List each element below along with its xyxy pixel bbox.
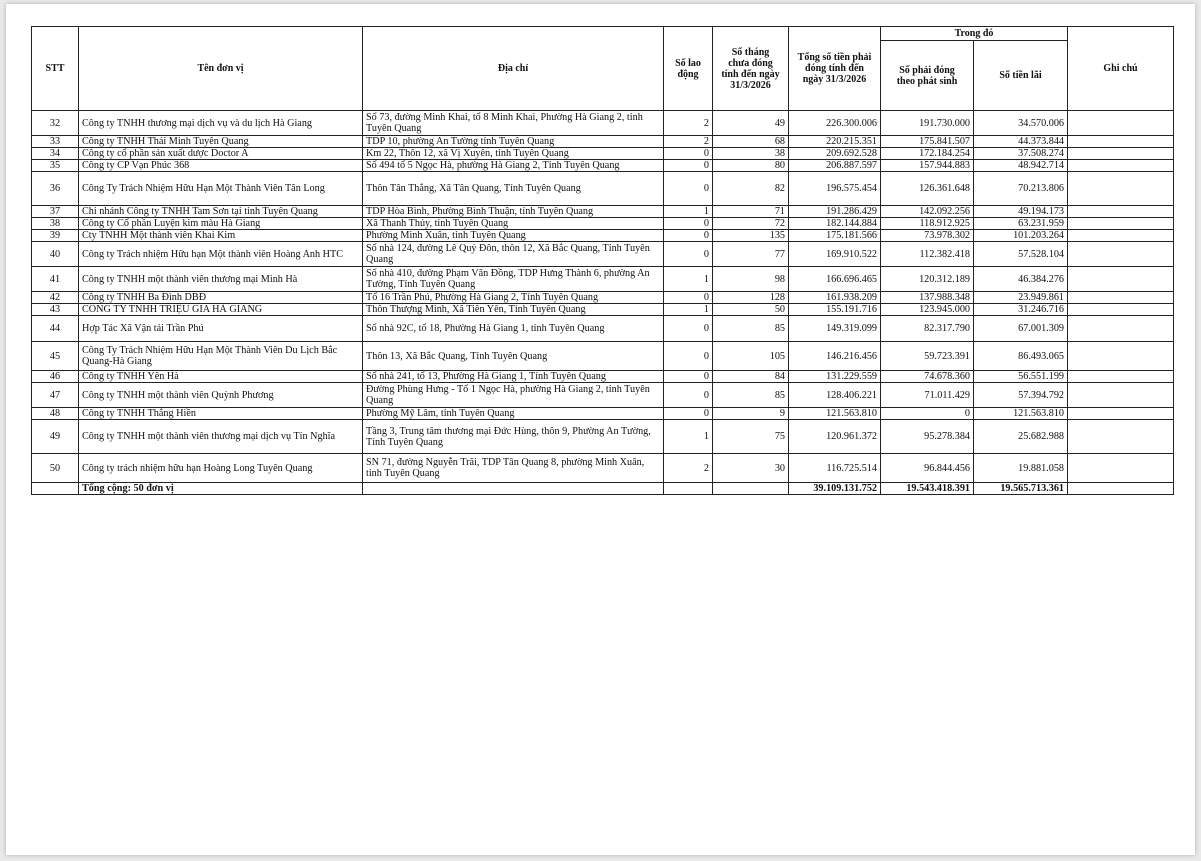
cell-address: Đường Phùng Hưng - Tổ 1 Ngọc Hà, phường Hà Giang 2, tỉnh Tuyên Quang [363, 383, 664, 408]
cell-name: Chi nhánh Công ty TNHH Tam Sơn tại tỉnh Tuyên Quang [79, 206, 363, 218]
cell-principal: 112.382.418 [881, 242, 974, 267]
grand-principal: 19.543.418.391 [881, 483, 974, 495]
cell-stt: 34 [32, 148, 79, 160]
total-row-blank [32, 483, 79, 495]
cell-note [1068, 160, 1174, 172]
cell-months: 82 [713, 172, 789, 206]
cell-interest: 31.246.716 [974, 304, 1068, 316]
cell-total: 116.725.514 [789, 454, 881, 483]
cell-months: 84 [713, 371, 789, 383]
cell-note [1068, 371, 1174, 383]
cell-stt: 45 [32, 342, 79, 371]
cell-note [1068, 383, 1174, 408]
cell-workers: 1 [664, 304, 713, 316]
cell-workers: 2 [664, 111, 713, 136]
cell-total: 149.319.099 [789, 316, 881, 342]
debt-table [31, 26, 1174, 495]
table-row [32, 206, 1174, 218]
cell-interest: 25.682.988 [974, 420, 1068, 454]
cell-interest: 63.231.959 [974, 218, 1068, 230]
cell-principal: 137.988.348 [881, 292, 974, 304]
cell-interest: 34.570.006 [974, 111, 1068, 136]
table-row [32, 454, 1174, 483]
cell-total: 220.215.351 [789, 136, 881, 148]
cell-workers: 0 [664, 172, 713, 206]
cell-principal: 175.841.507 [881, 136, 974, 148]
cell-total: 128.406.221 [789, 383, 881, 408]
cell-months: 128 [713, 292, 789, 304]
cell-address: Phường Minh Xuân, tỉnh Tuyên Quang [363, 230, 664, 242]
cell-interest: 19.881.058 [974, 454, 1068, 483]
cell-total: 175.181.566 [789, 230, 881, 242]
table-row [32, 172, 1174, 206]
cell-note [1068, 420, 1174, 454]
cell-name: Cty TNHH Một thành viên Khai Kim [79, 230, 363, 242]
cell-total: 120.961.372 [789, 420, 881, 454]
header-name: Tên đơn vị [79, 27, 363, 111]
cell-months: 9 [713, 408, 789, 420]
cell-total: 166.696.465 [789, 267, 881, 292]
header-workers: Số lao động [664, 27, 713, 111]
cell-interest: 49.194.173 [974, 206, 1068, 218]
cell-name: Công ty TNHH Yên Hà [79, 371, 363, 383]
cell-address: Số nhà 410, đường Phạm Văn Đồng, TDP Hưng Thành 6, phường An Tường, Tỉnh Tuyên Quang [363, 267, 664, 292]
cell-name: Công ty TNHH Thái Minh Tuyên Quang [79, 136, 363, 148]
cell-name: Công ty TNHH một thành viên thương mại Minh Hà [79, 267, 363, 292]
cell-workers: 1 [664, 267, 713, 292]
cell-interest: 44.373.844 [974, 136, 1068, 148]
document-page [6, 4, 1195, 855]
cell-workers: 0 [664, 242, 713, 267]
cell-name: Công ty Cổ phần Luyện kim màu Hà Giang [79, 218, 363, 230]
cell-address: Km 22, Thôn 12, xã Vị Xuyên, tỉnh Tuyên Quang [363, 148, 664, 160]
header-principal: Số phải đóng theo phát sinh [881, 41, 974, 111]
cell-total: 146.216.456 [789, 342, 881, 371]
cell-workers: 0 [664, 342, 713, 371]
cell-stt: 35 [32, 160, 79, 172]
cell-workers: 0 [664, 383, 713, 408]
cell-months: 49 [713, 111, 789, 136]
cell-total: 121.563.810 [789, 408, 881, 420]
table-row [32, 148, 1174, 160]
cell-address: SN 71, đường Nguyễn Trãi, TDP Tân Quang 8, phường Minh Xuân, tỉnh Tuyên Quang [363, 454, 664, 483]
cell-interest: 48.942.714 [974, 160, 1068, 172]
cell-principal: 74.678.360 [881, 371, 974, 383]
cell-interest: 56.551.199 [974, 371, 1068, 383]
cell-interest: 70.213.806 [974, 172, 1068, 206]
cell-name: Công ty TNHH Thắng Hiền [79, 408, 363, 420]
cell-interest: 67.001.309 [974, 316, 1068, 342]
cell-workers: 0 [664, 371, 713, 383]
cell-note [1068, 292, 1174, 304]
cell-note [1068, 267, 1174, 292]
header-stt: STT [32, 27, 79, 111]
cell-principal: 82.317.790 [881, 316, 974, 342]
header-months: Số tháng chưa đóng tính đến ngày 31/3/2026 [713, 27, 789, 111]
cell-months: 68 [713, 136, 789, 148]
table-row [32, 304, 1174, 316]
cell-total: 206.887.597 [789, 160, 881, 172]
cell-interest: 23.949.861 [974, 292, 1068, 304]
cell-name: Công ty Trách nhiệm Hữu hạn Một thành viên Hoàng Anh HTC [79, 242, 363, 267]
table-row [32, 371, 1174, 383]
cell-total: 191.286.429 [789, 206, 881, 218]
cell-address: Số nhà 124, đường Lê Quý Đôn, thôn 12, Xã Bắc Quang, Tỉnh Tuyên Quang [363, 242, 664, 267]
cell-address: Phường Mỹ Lâm, tỉnh Tuyên Quang [363, 408, 664, 420]
table-row [32, 292, 1174, 304]
cell-address: Số nhà 92C, tổ 18, Phường Hà Giang 1, tỉnh Tuyên Quang [363, 316, 664, 342]
header-interest: Số tiền lãi [974, 41, 1068, 111]
cell-months: 77 [713, 242, 789, 267]
cell-total: 196.575.454 [789, 172, 881, 206]
cell-address: Tầng 3, Trung tâm thương mại Đức Hùng, thôn 9, Phường An Tường, Tỉnh Tuyên Quang [363, 420, 664, 454]
cell-stt: 41 [32, 267, 79, 292]
cell-interest: 57.528.104 [974, 242, 1068, 267]
cell-principal: 73.978.302 [881, 230, 974, 242]
cell-name: Công Ty Trách Nhiệm Hữu Hạn Một Thành Viên Tân Long [79, 172, 363, 206]
header-group: Trong đó [881, 27, 1068, 41]
table-row [32, 383, 1174, 408]
cell-interest: 37.508.274 [974, 148, 1068, 160]
cell-months: 50 [713, 304, 789, 316]
cell-principal: 157.944.883 [881, 160, 974, 172]
cell-workers: 2 [664, 454, 713, 483]
cell-stt: 42 [32, 292, 79, 304]
cell-months: 85 [713, 316, 789, 342]
cell-stt: 32 [32, 111, 79, 136]
cell-interest: 101.203.264 [974, 230, 1068, 242]
cell-total: 155.191.716 [789, 304, 881, 316]
header-total: Tổng số tiền phải đóng tính đến ngày 31/3/2026 [789, 27, 881, 111]
cell-principal: 120.312.189 [881, 267, 974, 292]
cell-months: 85 [713, 383, 789, 408]
total-label: Tổng cộng: 50 đơn vị [79, 483, 363, 495]
cell-address: Xã Thanh Thủy, tỉnh Tuyên Quang [363, 218, 664, 230]
cell-workers: 0 [664, 316, 713, 342]
table-row [32, 136, 1174, 148]
cell-name: CÔNG TY TNHH TRIỆU GIA HÀ GIANG [79, 304, 363, 316]
cell-total: 131.229.559 [789, 371, 881, 383]
cell-stt: 36 [32, 172, 79, 206]
table-row [32, 160, 1174, 172]
cell-stt: 46 [32, 371, 79, 383]
cell-interest: 57.394.792 [974, 383, 1068, 408]
cell-address: TDP Hòa Bình, Phường Bình Thuận, tỉnh Tuyên Quang [363, 206, 664, 218]
cell-principal: 123.945.000 [881, 304, 974, 316]
cell-note [1068, 206, 1174, 218]
cell-address: Thôn Tân Thắng, Xã Tân Quang, Tỉnh Tuyên Quang [363, 172, 664, 206]
cell-note [1068, 454, 1174, 483]
cell-note [1068, 230, 1174, 242]
cell-principal: 95.278.384 [881, 420, 974, 454]
cell-name: Công ty CP Vạn Phúc 368 [79, 160, 363, 172]
cell-principal: 0 [881, 408, 974, 420]
cell-stt: 50 [32, 454, 79, 483]
cell-name: Công ty TNHH một thành viên thương mại dịch vụ Tín Nghĩa [79, 420, 363, 454]
cell-stt: 47 [32, 383, 79, 408]
cell-note [1068, 218, 1174, 230]
cell-stt: 49 [32, 420, 79, 454]
table-row [32, 342, 1174, 371]
cell-months: 72 [713, 218, 789, 230]
cell-principal: 71.011.429 [881, 383, 974, 408]
cell-address: Tổ 16 Trần Phú, Phường Hà Giang 2, Tỉnh Tuyên Quang [363, 292, 664, 304]
cell-workers: 0 [664, 160, 713, 172]
cell-months: 30 [713, 454, 789, 483]
cell-months: 80 [713, 160, 789, 172]
cell-stt: 39 [32, 230, 79, 242]
cell-interest: 86.493.065 [974, 342, 1068, 371]
cell-months: 71 [713, 206, 789, 218]
cell-interest: 121.563.810 [974, 408, 1068, 420]
cell-name: Công ty TNHH thương mại dịch vụ và du lịch Hà Giang [79, 111, 363, 136]
table-row [32, 316, 1174, 342]
table-row [32, 242, 1174, 267]
cell-months: 105 [713, 342, 789, 371]
cell-total: 161.938.209 [789, 292, 881, 304]
cell-address: Thôn 13, Xã Bắc Quang, Tỉnh Tuyên Quang [363, 342, 664, 371]
cell-stt: 44 [32, 316, 79, 342]
cell-note [1068, 304, 1174, 316]
cell-principal: 126.361.648 [881, 172, 974, 206]
cell-months: 75 [713, 420, 789, 454]
cell-name: Công ty trách nhiệm hữu hạn Hoàng Long Tuyên Quang [79, 454, 363, 483]
cell-stt: 33 [32, 136, 79, 148]
cell-interest: 46.384.276 [974, 267, 1068, 292]
cell-note [1068, 342, 1174, 371]
table-row [32, 267, 1174, 292]
cell-months: 135 [713, 230, 789, 242]
cell-principal: 96.844.456 [881, 454, 974, 483]
cell-note [1068, 136, 1174, 148]
cell-stt: 38 [32, 218, 79, 230]
cell-address: TDP 10, phường An Tường tỉnh Tuyên Quang [363, 136, 664, 148]
cell-address: Số 73, đường Minh Khai, tổ 8 Minh Khai, Phường Hà Giang 2, tỉnh Tuyên Quang [363, 111, 664, 136]
cell-note [1068, 148, 1174, 160]
cell-workers: 0 [664, 230, 713, 242]
cell-workers: 1 [664, 420, 713, 454]
cell-address: Số nhà 241, tổ 13, Phường Hà Giang 1, Tỉnh Tuyên Quang [363, 371, 664, 383]
table-row [32, 420, 1174, 454]
cell-name: Hợp Tác Xã Vận tải Trần Phú [79, 316, 363, 342]
cell-name: Công ty TNHH Ba Đình DBĐ [79, 292, 363, 304]
cell-note [1068, 172, 1174, 206]
table-row [32, 408, 1174, 420]
cell-address: Thôn Thượng Minh, Xã Tiên Yên, Tỉnh Tuyên Quang [363, 304, 664, 316]
cell-principal: 172.184.254 [881, 148, 974, 160]
cell-workers: 0 [664, 218, 713, 230]
cell-note [1068, 408, 1174, 420]
grand-interest: 19.565.713.361 [974, 483, 1068, 495]
grand-total: 39.109.131.752 [789, 483, 881, 495]
cell-principal: 59.723.391 [881, 342, 974, 371]
cell-stt: 43 [32, 304, 79, 316]
cell-name: Công Ty Trách Nhiệm Hữu Hạn Một Thành Viên Du Lịch Bắc Quang-Hà Giang [79, 342, 363, 371]
cell-principal: 118.912.925 [881, 218, 974, 230]
header-address: Địa chỉ [363, 27, 664, 111]
cell-note [1068, 111, 1174, 136]
cell-total: 209.692.528 [789, 148, 881, 160]
cell-months: 38 [713, 148, 789, 160]
cell-workers: 1 [664, 206, 713, 218]
cell-total: 169.910.522 [789, 242, 881, 267]
cell-name: Công ty cổ phần sản xuất dược Doctor A [79, 148, 363, 160]
cell-workers: 0 [664, 408, 713, 420]
cell-stt: 40 [32, 242, 79, 267]
cell-total: 182.144.884 [789, 218, 881, 230]
table-row [32, 218, 1174, 230]
cell-stt: 37 [32, 206, 79, 218]
table-row [32, 230, 1174, 242]
table-row [32, 111, 1174, 136]
cell-note [1068, 242, 1174, 267]
cell-name: Công ty TNHH một thành viên Quỳnh Phương [79, 383, 363, 408]
cell-workers: 0 [664, 148, 713, 160]
cell-workers: 0 [664, 292, 713, 304]
cell-workers: 2 [664, 136, 713, 148]
cell-total: 226.300.006 [789, 111, 881, 136]
cell-address: Số 494 tổ 5 Ngọc Hà, phường Hà Giang 2, Tỉnh Tuyên Quang [363, 160, 664, 172]
cell-months: 98 [713, 267, 789, 292]
cell-note [1068, 316, 1174, 342]
header-note: Ghi chú [1068, 27, 1174, 111]
cell-stt: 48 [32, 408, 79, 420]
cell-principal: 142.092.256 [881, 206, 974, 218]
cell-principal: 191.730.000 [881, 111, 974, 136]
